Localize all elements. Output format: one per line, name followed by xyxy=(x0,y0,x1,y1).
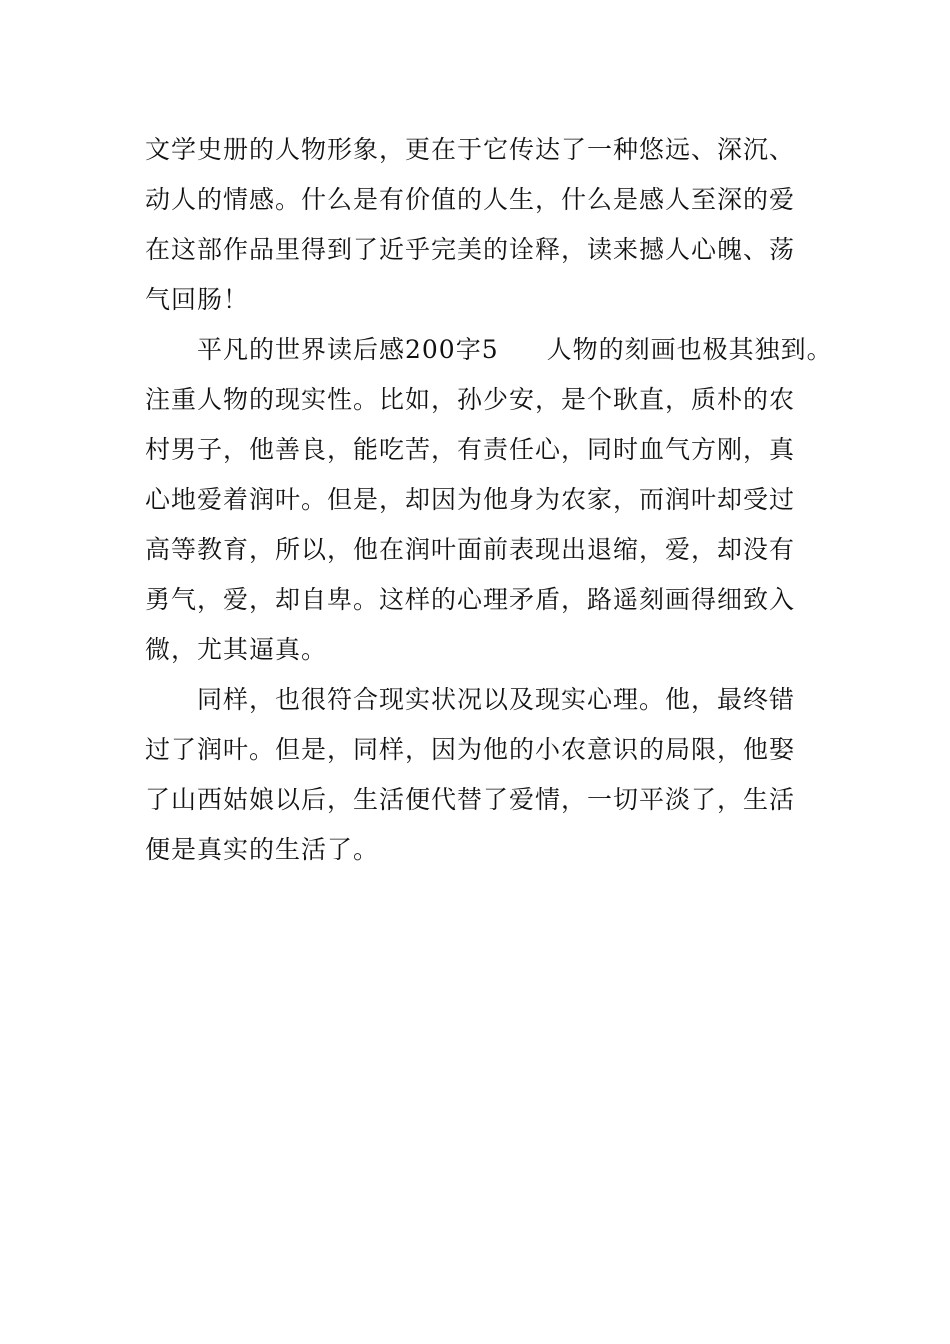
paragraph-2-first-line xyxy=(197,335,833,365)
paragraph-2-line-2: 注重人物的现实性。比如，孙少安，是个耿直，质朴的农 xyxy=(145,385,796,414)
paragraph-2-line-3: 村男子，他善良，能吃苦，有责任心，同时血气方刚，真 xyxy=(145,435,796,464)
paragraph-2-line-5: 高等教育，所以，他在润叶面前表现出退缩，爱，却没有 xyxy=(145,535,796,564)
paragraph-2-line-7: 微，尤其逼真。 xyxy=(145,635,328,664)
paragraph-1-line-1: 文学史册的人物形象，更在于它传达了一种悠远、深沉、 xyxy=(145,135,796,164)
paragraph-1-line-3: 在这部作品里得到了近乎完美的诠释，读来撼人心魄、荡 xyxy=(145,235,796,264)
paragraph-3-line-3: 了山西姑娘以后，生活便代替了爱情，一切平淡了，生活 xyxy=(145,785,796,814)
paragraph-3-line-4: 便是真实的生活了。 xyxy=(145,835,380,864)
paragraph-1-line-4: 气回肠！ xyxy=(145,285,250,314)
paragraph-2-line-1: 人物的刻画也极其独到。 xyxy=(546,335,833,364)
paragraph-3-line-1: 同样，也很符合现实状况以及现实心理。他，最终错 xyxy=(197,685,796,714)
paragraph-3-line-2: 过了润叶。但是，同样，因为他的小农意识的局限，他娶 xyxy=(145,735,796,764)
paragraph-1-line-2: 动人的情感。什么是有价值的人生，什么是感人至深的爱 xyxy=(145,185,796,214)
paragraph-2-line-6: 勇气，爱，却自卑。这样的心理矛盾，路遥刻画得细致入 xyxy=(145,585,796,614)
section-heading: 平凡的世界读后感200字5 xyxy=(197,335,499,364)
paragraph-2-line-4: 心地爱着润叶。但是，却因为他身为农家，而润叶却受过 xyxy=(145,485,796,514)
